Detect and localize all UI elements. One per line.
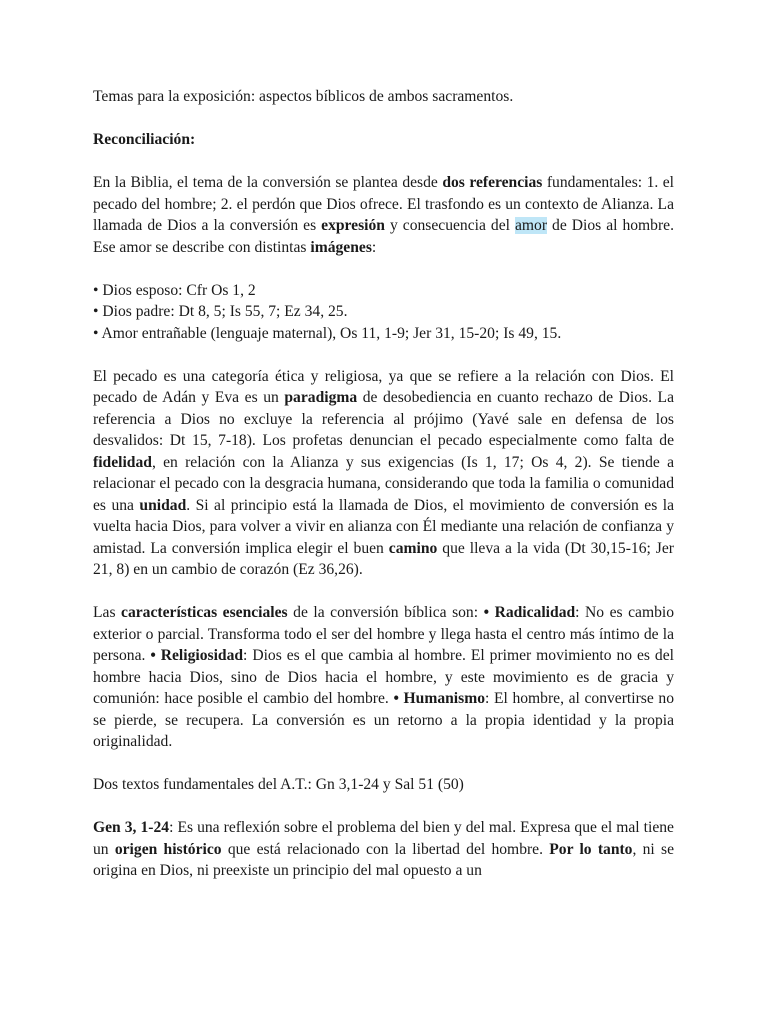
list-item: • Dios esposo: Cfr Os 1, 2 [93,281,256,299]
text-span: que está relacionado con la libertad del hombre. [221,840,550,858]
text-span: de la conversión bíblica son: [287,604,484,621]
bold-term: unidad [139,496,187,514]
text-span: de Dios al hombre. Ese amor se describe con distintas [93,217,674,256]
bold-term: fidelidad [93,453,152,471]
highlighted-word[interactable]: amor [514,217,548,234]
paragraph-characteristics [93,602,674,753]
text-span: de desobediencia en cuanto rechazo de Dios. La referencia a Dios no excluye la referencia al prójimo (Yavé sale en defensa de los desvalidos: Dt 15, 7-18). Los profetas denuncian el pecado especialmente como falta de [93,389,674,449]
paragraph-texts: Dos textos fundamentales del A.T.: Gn 3,1-24 y Sal 51 (50) [93,776,464,793]
bold-term: • Humanismo [393,690,485,707]
document-page [93,86,674,903]
text-span: , ni se origina en Dios, ni preexiste un principio del mal opuesto a un [93,840,674,879]
bullet-list [93,280,674,345]
text-span: El pecado es una categoría ética y religiosa, ya que se refiere a la relación con Dios. El pecado de Adán y Eva es un [93,367,674,406]
text-span: : Es una reflexión sobre el problema del bien y del mal. Expresa que el mal tiene un [93,819,674,858]
bold-term: • Religiosidad [150,647,244,664]
text-span: , en relación con la Alianza y sus exigencias (Is 1, 17; Os 4, 2). Se tiende a relacionar el pecado con la desgracia humana, considerando que toda la familia o comunidad es una [93,453,674,514]
list-item: • Amor entrañable (lenguaje maternal), Os 11, 1-9; Jer 31, 15-20; Is 49, 15. [93,324,562,342]
text-span: : El hombre, al convertirse no se pierde, se recupera. La conversión es un retorno a la propia identidad y la propia originalidad. [93,690,674,750]
text-span: . Si al principio está la llamada de Dios, el movimiento de conversión es la vuelta hacia Dios, para volver a vivir en alianza con Él mediante una relación de confianza y amistad. La conversión implica elegir el buen [93,496,674,557]
bold-term: Gen 3, 1-24 [93,819,170,836]
text-span: y consecuencia del [384,217,515,234]
bold-term: características esenciales [121,604,288,621]
bold-term: origen histórico [114,840,222,858]
text-span: que lleva a la vida (Dt 30,15-16; Jer 21, 8) en un cambio de corazón (Ez 36,26). [93,539,674,578]
text-span: : No es cambio exterior o parcial. Transforma todo el ser del hombre y llega hasta el centro más íntimo de la persona. [93,604,675,664]
heading-text: Reconciliación: [93,131,196,148]
paragraph-conversion [93,172,674,258]
bold-term: imágenes [310,238,372,256]
paragraph-sin [93,366,674,581]
bold-term: expresión [321,217,385,234]
text-span: : [371,238,377,256]
text-span: : Dios es el que cambia al hombre. El primer movimiento no es del hombre hacia Dios, sino de Dios hacia el hombre, y este movimiento es de gracia y comunión: hace posible el cambio del hombre. [93,647,674,707]
section-heading [93,129,674,151]
bold-term: paradigma [284,389,358,406]
paragraph-genesis [93,817,674,882]
bold-term: camino [388,539,438,557]
text-span: fundamentales: 1. el pecado del hombre; 2. el perdón que Dios ofrece. El trasfondo es un contexto de Alianza. La llamada de Dios a la conversión es [93,174,674,234]
bold-term: Por lo tanto [549,840,633,858]
text-span: Las [93,604,122,621]
bold-term: dos referencias [442,174,543,191]
bold-term: • Radicalidad [483,604,576,621]
list-item: • Dios padre: Dt 8, 5; Is 55, 7; Ez 34, 25. [93,303,348,320]
text-span: En la Biblia, el tema de la conversión se plantea desde [93,174,443,191]
intro-line: Temas para la exposición: aspectos bíblicos de ambos sacramentos. [93,88,514,105]
